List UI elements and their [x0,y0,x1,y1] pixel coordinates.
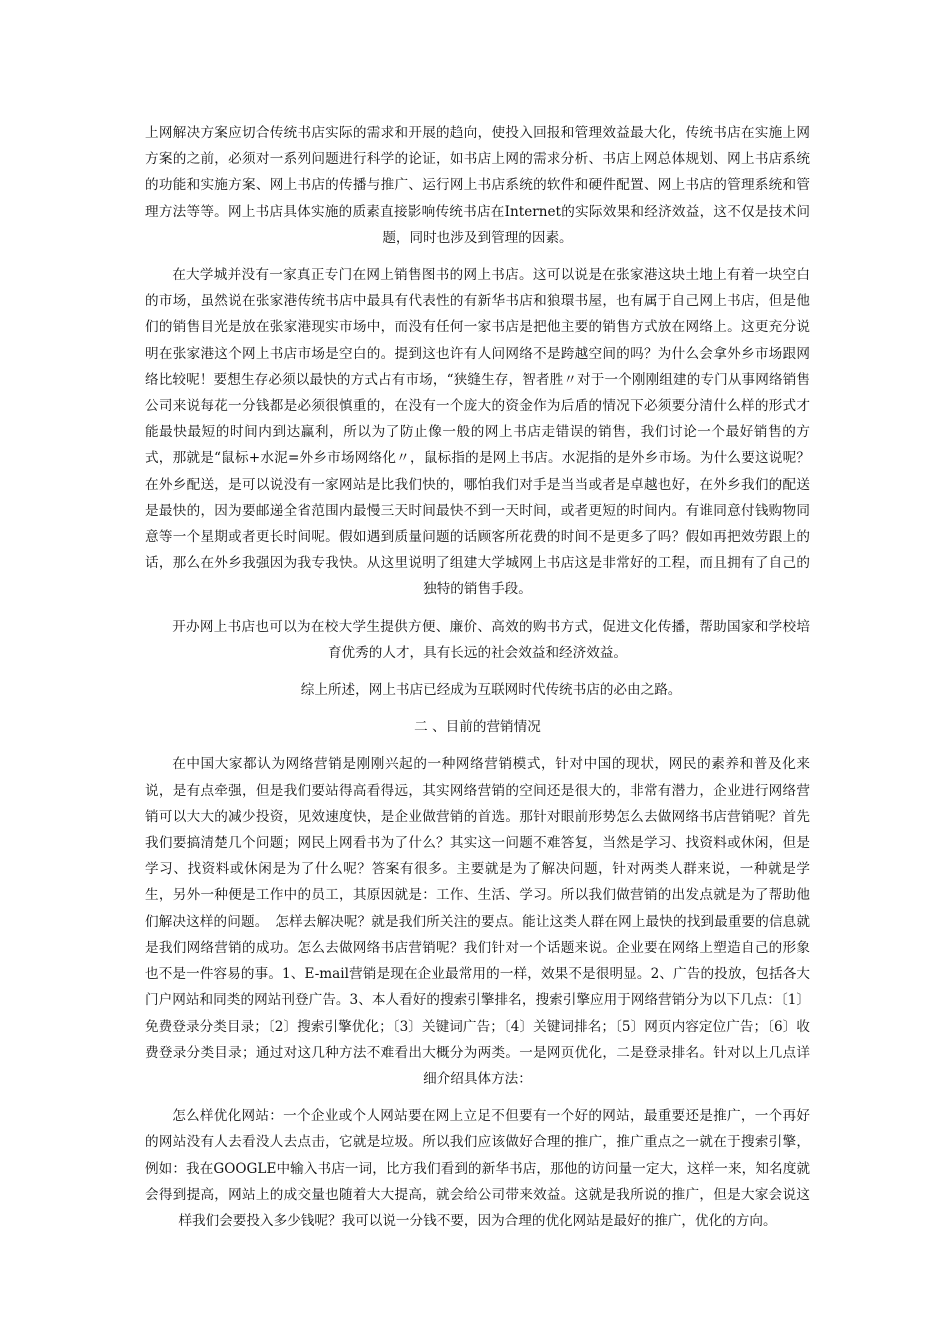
spacer [145,603,810,614]
spacer [145,740,810,751]
spacer [145,703,810,714]
paragraph-4: 综上所述，网上书店已经成为互联网时代传统书店的必由之路。 [300,682,682,699]
spacer [145,666,810,677]
paragraph-5: 在中国大家都认为网络营销是刚刚兴起的一种网络营销模式，针对中国的现状，网民的素养和普及化来说，是有点牵强，但是我们要站得高看得远，其实网络营销的空间还是很大的，非常有潜力，企业进行网络营销可以大大的减少投资，见效速度快，是企业做营销的首选。那针对眼前形势怎么去做网络书店营销呢？首先我们要搞清楚几个问题；网民上网看书为了什么？其实这一问题不难答复，当然是学习、找资料或休闲，但是学习、找资料或休闲是为了什么呢？答案有很多。主要就是为了解决问题，针对两类人群来说，一种就是学生，另外一种便是工作中的员工，其原因就是：工作、生活、学习。所以我们做营销的出发点就是为了帮助他们解决这样的问题。 怎样去解决呢？就是我们所关注的要点。能让这类人群在网上最快的找到最重要的信息就是我们网络营销的成功。怎么去做网络书店营销呢？我们针对一个话题来说。企业要在网络上塑造自己的形象也不是一件容易的事。1、E-mail营销是现在企业最常用的一样，效果不是很明显。2、广告的投放，包括各大门户网站和同类的网站刊登广告。3、本人看好的搜索引擎排名，搜索引擎应用于网络营销分为以下几点：〔1〕免费登录分类目录；〔2〕搜索引擎优化；〔3〕关键词广告；〔4〕关键词排名；〔5〕网页内容定位广告；〔6〕收费登录分类目录；通过对这几种方法不难看出大概分为两类。一是网页优化，二是登录排名。针对以上几点详细介绍具体方法： [145,756,810,1087]
spacer [145,1092,810,1103]
section-heading: 二 、目前的营销情况 [414,719,541,736]
paragraph-3: 开办网上书店也可以为在校大学生提供方便、廉价、高效的购书方式，促进文化传播，帮助国家和学校培育优秀的人才，具有长远的社会效益和经济效益。 [172,618,810,661]
paragraph-6: 怎么样优化网站：一个企业或个人网站要在网上立足不但要有一个好的网站，最重要还是推广，一个再好的网站没有人去看没人去点击，它就是垃圾。所以我们应该做好合理的推广，推广重点之一就在于搜索引擎，例如：我在GOOGLE中输入书店一词，比方我们看到的新华书店，那他的访问量一定大，这样一来，知名度就会得到提高，网站上的成交量也随着大大提高，就会给公司带来效益。这就是我所说的推广，但是大家会说这样我们会要投入多少钱呢？我可以说一分钱不要，因为合理的优化网站是最好的推广，优化的方向。 [145,1108,810,1229]
document-page [145,120,810,1234]
spacer [145,251,810,262]
paragraph-1: 上网解决方案应切合传统书店实际的需求和开展的趋向，使投入回报和管理效益最大化，传统书店在实施上网方案的之前，必须对一系列问题进行科学的论证，如书店上网的需求分析、书店上网总体规划、网上书店系统的功能和实施方案、网上书店的传播与推广、运行网上书店系统的软件和硬件配置、网上书店的管理系统和管理方法等等。网上书店具体实施的质素直接影响传统书店在Internet的实际效果和经济效益，这不仅是技术问题，同时也涉及到管理的因素。 [145,125,810,246]
paragraph-2: 在大学城并没有一家真正专门在网上销售图书的网上书店。这可以说是在张家港这块土地上有着一块空白的市场，虽然说在张家港传统书店中最具有代表性的有新华书店和狼環书屋，也有属于自己网上书店，但是他们的销售目光是放在张家港现实市场中，而没有任何一家书店是把他主要的销售方式放在网络上。这更充分说明在张家港这个网上书店市场是空白的。提到这也许有人问网络不是跨越空间的吗？为什么会拿外乡市场跟网络比较呢！要想生存必须以最快的方式占有市场，“狭缝生存，智者胜〃对于一个刚刚组建的专门从事网络销售公司来说每花一分钱都是必须很慎重的，在没有一个庞大的资金作为后盾的情况下必须要分清什么样的形式才能最快最短的时间内到达赢利，所以为了防止像一般的网上书店走错误的销售，我们讨论一个最好销售的方式，那就是“鼠标+水泥=外乡市场网络化〃，鼠标指的是网上书店。水泥指的是外乡市场。为什么要这说呢？在外乡配送，是可以说没有一家网站是比我们快的，哪怕我们对手是当当或者是卓越也好，在外乡我们的配送是最快的，因为要邮递全省范围内最慢三天时间最快不到一天时间，或者更短的时间内。有谁同意付钱购物同意等一个星期或者更长时间呢。假如遇到质量问题的话顾客所花费的时间不是更多了吗？假如再把效劳跟上的话，那么在外乡我强因为我专我快。从这里说明了组建大学城网上书店这是非常好的工程，而且拥有了自己的独特的销售手段。 [145,267,810,598]
